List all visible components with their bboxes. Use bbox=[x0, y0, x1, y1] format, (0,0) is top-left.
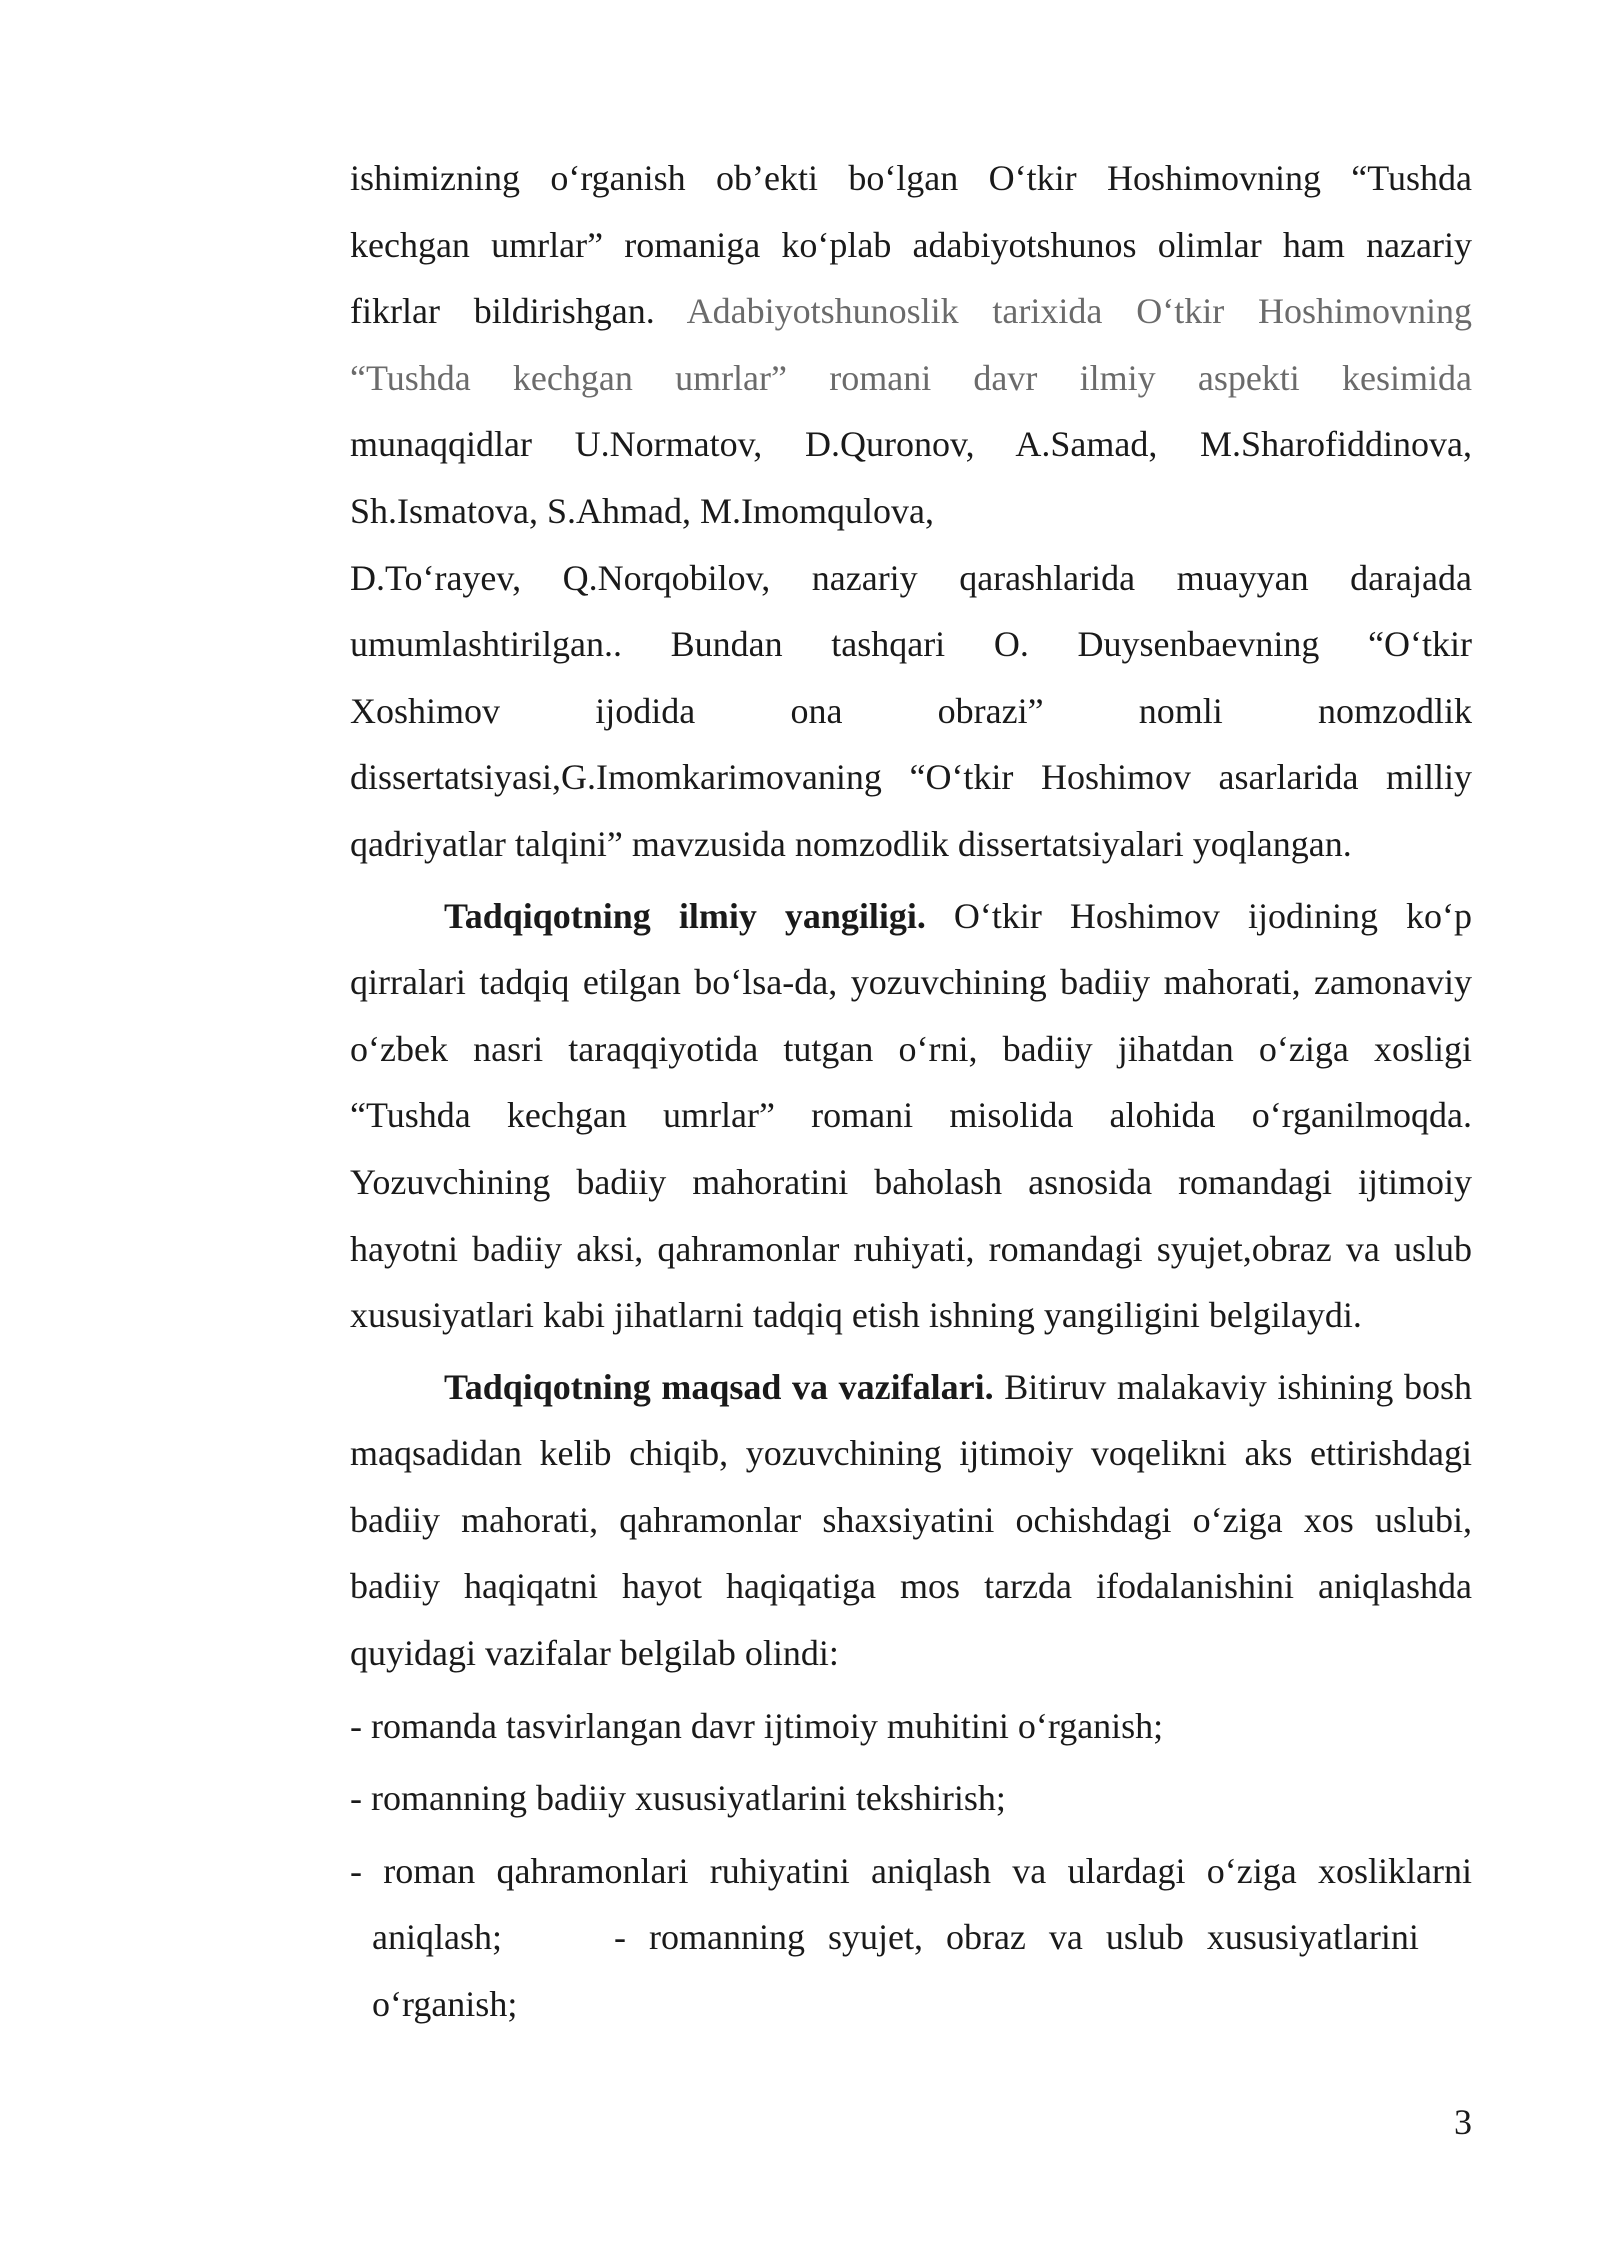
text-line: Xoshimov ijodida ona obrazi” nomli nomzodlik bbox=[350, 690, 1472, 731]
text-line: D.To‘rayev, Q.Norqobilov, nazariy qarashlarida muayyan darajada bbox=[350, 557, 1472, 598]
task-list bbox=[350, 1693, 1472, 2038]
list-item-continuation: aniqlash; bbox=[372, 1917, 502, 1958]
list-item: - roman qahramonlari ruhiyatini aniqlash va ulardagi o‘ziga xosliklarni bbox=[350, 1850, 1472, 1891]
goals-text: Bitiruv malakaviy ishining bosh maqsadidan kelib chiqib, yozuvchining ijtimoiy voqelikni aks ettirishdagi badiiy mahorati, qahramonlar shaxsiyatini ochishdagi o‘ziga xos uslubi, badiiy haqiqatni hayot haqiqatiga mos tarzda ifodalanishini aniqlashda quyidagi vazifalar belgilab olindi: bbox=[350, 1366, 1472, 1674]
text-line bbox=[350, 278, 1472, 345]
text-line: munaqqidlar U.Normatov, D.Quronov, A.Samad, M.Sharofiddinova, bbox=[350, 424, 1472, 465]
text-span: fikrlar bildirishgan. bbox=[350, 291, 655, 332]
text-line: umumlashtirilgan.. Bundan tashqari O. Duysenbaevning “O‘tkir bbox=[350, 624, 1472, 665]
list-item: - romanda tasvirlangan davr ijtimoiy muhitini o‘rganish; bbox=[350, 1705, 1164, 1746]
text-line: dissertatsiyasi,G.Imomkarimovaning “O‘tkir Hoshimov asarlarida milliy bbox=[350, 757, 1472, 798]
list-item-row bbox=[350, 1904, 1472, 1971]
goals-heading: Tadqiqotning maqsad va vazifalari. bbox=[444, 1366, 994, 1407]
text-line: kechgan umrlar” romaniga ko‘plab adabiyotshunos olimlar ham nazariy bbox=[350, 224, 1472, 265]
novelty-heading: Tadqiqotning ilmiy yangiligi. bbox=[444, 895, 926, 936]
gray-text-line: “Tushda kechgan umrlar” romani davr ilmiy aspekti kesimida bbox=[350, 357, 1472, 398]
document-body bbox=[350, 145, 1472, 2038]
novelty-paragraph bbox=[350, 883, 1472, 1349]
list-item-inline-text: - romanning syujet, obraz va uslub xususiyatlarini bbox=[614, 1917, 1419, 1958]
page-number: 3 bbox=[1454, 2102, 1472, 2142]
gray-text-span: Adabiyotshunoslik tarixida O‘tkir Hoshimovning bbox=[686, 291, 1473, 332]
goals-paragraph bbox=[350, 1354, 1472, 1687]
text-line: Sh.Ismatova, S.Ahmad, M.Imomqulova, bbox=[350, 490, 934, 531]
list-item-continuation: o‘rganish; bbox=[372, 1984, 518, 2025]
text-line: qadriyatlar talqini” mavzusida nomzodlik dissertatsiyalari yoqlangan. bbox=[350, 823, 1352, 864]
text-line: ishimizning o‘rganish ob’ekti bo‘lgan O‘tkir Hoshimovning “Tushda bbox=[350, 158, 1472, 198]
novelty-text: O‘tkir Hoshimov ijodining ko‘p qirralari tadqiq etilgan bo‘lsa-da, yozuvchining badiiy mahorati, zamonaviy o‘zbek nasri taraqqiyotida tutgan o‘rni, badiiy jihatdan o‘ziga xosligi “Tushda kechgan umrlar” romani misolida alohida o‘rganilmoqda. Yozuvchining badiiy mahoratini baholash asnosida romandagi ijtimoiy hayotni badiiy aksi, qahramonlar ruhiyati, romandagi syujet,obraz va uslub xususiyatlari kabi jihatlarni tadqiq etish ishning yangiligini belgilaydi. bbox=[350, 895, 1472, 1336]
list-item-inline bbox=[614, 1904, 1472, 1971]
intro-paragraph bbox=[350, 145, 1472, 878]
list-item: - romanning badiiy xususiyatlarini tekshirish; bbox=[350, 1778, 1006, 1819]
